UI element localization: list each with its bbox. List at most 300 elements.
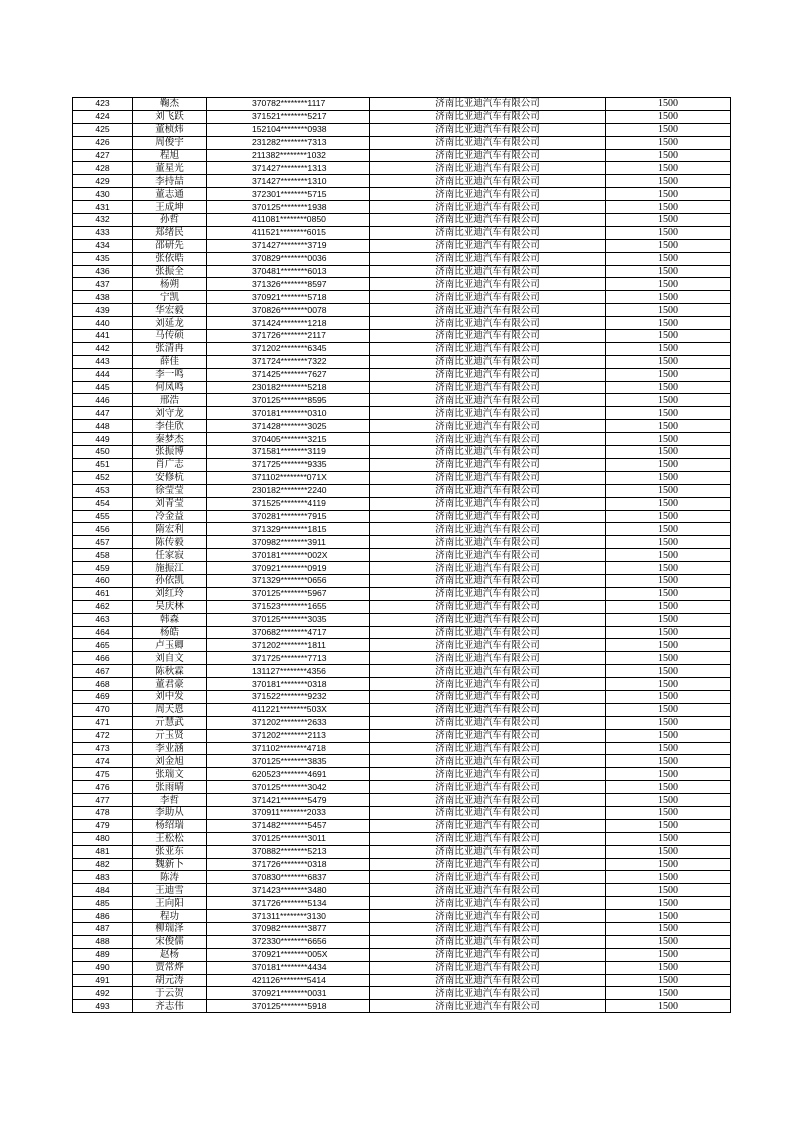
cell-index: 437 <box>73 278 133 291</box>
cell-name: 华宏毅 <box>133 304 207 317</box>
cell-amount: 1500 <box>606 98 731 111</box>
table-row <box>73 458 731 471</box>
subsidy-table <box>72 97 731 1013</box>
cell-id-number: 371202********2113 <box>207 729 370 742</box>
cell-amount: 1500 <box>606 562 731 575</box>
cell-name: 刘青莹 <box>133 497 207 510</box>
cell-amount: 1500 <box>606 136 731 149</box>
cell-name: 张瑞文 <box>133 768 207 781</box>
table-row <box>73 858 731 871</box>
cell-name: 宁凯 <box>133 291 207 304</box>
cell-name: 李佳欣 <box>133 420 207 433</box>
cell-name: 陈涛 <box>133 871 207 884</box>
cell-name: 卢玉卿 <box>133 639 207 652</box>
cell-company: 济南比亚迪汽车有限公司 <box>370 239 606 252</box>
table-row <box>73 961 731 974</box>
cell-name: 孙哲 <box>133 214 207 227</box>
cell-company: 济南比亚迪汽车有限公司 <box>370 123 606 136</box>
table-row <box>73 330 731 343</box>
cell-id-number: 411221********503X <box>207 703 370 716</box>
cell-index: 464 <box>73 626 133 639</box>
cell-name: 施振江 <box>133 562 207 575</box>
cell-amount: 1500 <box>606 961 731 974</box>
cell-index: 486 <box>73 910 133 923</box>
cell-index: 483 <box>73 871 133 884</box>
cell-id-number: 371427********1313 <box>207 162 370 175</box>
cell-index: 427 <box>73 149 133 162</box>
cell-name: 董星光 <box>133 162 207 175</box>
table-row <box>73 562 731 575</box>
cell-index: 445 <box>73 381 133 394</box>
cell-amount: 1500 <box>606 497 731 510</box>
cell-index: 426 <box>73 136 133 149</box>
table-row <box>73 484 731 497</box>
cell-name: 魏新卜 <box>133 858 207 871</box>
cell-name: 刘飞跃 <box>133 110 207 123</box>
table-body <box>73 98 731 1013</box>
cell-index: 493 <box>73 1000 133 1013</box>
cell-amount: 1500 <box>606 304 731 317</box>
cell-index: 466 <box>73 652 133 665</box>
cell-index: 471 <box>73 716 133 729</box>
table-row <box>73 935 731 948</box>
cell-name: 郑绪民 <box>133 226 207 239</box>
cell-index: 487 <box>73 923 133 936</box>
cell-index: 488 <box>73 935 133 948</box>
cell-amount: 1500 <box>606 123 731 136</box>
cell-index: 432 <box>73 214 133 227</box>
cell-name: 胡元涛 <box>133 974 207 987</box>
table-row <box>73 510 731 523</box>
cell-id-number: 370911********2033 <box>207 806 370 819</box>
cell-index: 460 <box>73 574 133 587</box>
cell-company: 济南比亚迪汽车有限公司 <box>370 974 606 987</box>
cell-index: 473 <box>73 742 133 755</box>
cell-index: 453 <box>73 484 133 497</box>
cell-id-number: 371425********7627 <box>207 368 370 381</box>
cell-company: 济南比亚迪汽车有限公司 <box>370 729 606 742</box>
cell-name: 亓玉贤 <box>133 729 207 742</box>
table-row <box>73 600 731 613</box>
table-row <box>73 716 731 729</box>
cell-amount: 1500 <box>606 626 731 639</box>
table-row <box>73 446 731 459</box>
table-row <box>73 497 731 510</box>
cell-name: 李哲 <box>133 794 207 807</box>
cell-index: 425 <box>73 123 133 136</box>
cell-name: 韩森 <box>133 613 207 626</box>
cell-index: 442 <box>73 342 133 355</box>
cell-id-number: 230182********2240 <box>207 484 370 497</box>
cell-company: 济南比亚迪汽车有限公司 <box>370 910 606 923</box>
cell-id-number: 371726********0318 <box>207 858 370 871</box>
cell-id-number: 370181********0310 <box>207 407 370 420</box>
cell-amount: 1500 <box>606 433 731 446</box>
cell-id-number: 371329********1815 <box>207 523 370 536</box>
cell-name: 刘延龙 <box>133 317 207 330</box>
table-row <box>73 652 731 665</box>
cell-index: 469 <box>73 690 133 703</box>
cell-amount: 1500 <box>606 910 731 923</box>
cell-index: 444 <box>73 368 133 381</box>
cell-company: 济南比亚迪汽车有限公司 <box>370 781 606 794</box>
cell-amount: 1500 <box>606 226 731 239</box>
cell-company: 济南比亚迪汽车有限公司 <box>370 407 606 420</box>
cell-id-number: 371726********5134 <box>207 897 370 910</box>
cell-company: 济南比亚迪汽车有限公司 <box>370 278 606 291</box>
cell-name: 张清冉 <box>133 342 207 355</box>
table-row <box>73 188 731 201</box>
cell-name: 张振全 <box>133 265 207 278</box>
cell-company: 济南比亚迪汽车有限公司 <box>370 484 606 497</box>
cell-amount: 1500 <box>606 678 731 691</box>
cell-name: 杨绍瑞 <box>133 819 207 832</box>
cell-index: 431 <box>73 201 133 214</box>
cell-id-number: 371726********2117 <box>207 330 370 343</box>
cell-name: 李一鸣 <box>133 368 207 381</box>
cell-amount: 1500 <box>606 110 731 123</box>
cell-name: 肖广志 <box>133 458 207 471</box>
cell-company: 济南比亚迪汽车有限公司 <box>370 832 606 845</box>
cell-amount: 1500 <box>606 446 731 459</box>
cell-id-number: 370481********6013 <box>207 265 370 278</box>
cell-id-number: 371421********5479 <box>207 794 370 807</box>
cell-name: 董桢炜 <box>133 123 207 136</box>
cell-amount: 1500 <box>606 188 731 201</box>
cell-index: 455 <box>73 510 133 523</box>
cell-name: 周俊宇 <box>133 136 207 149</box>
table-row <box>73 239 731 252</box>
cell-id-number: 370125********5918 <box>207 1000 370 1013</box>
cell-index: 454 <box>73 497 133 510</box>
table-row <box>73 884 731 897</box>
cell-id-number: 371523********1655 <box>207 600 370 613</box>
table-row <box>73 98 731 111</box>
cell-amount: 1500 <box>606 923 731 936</box>
table-row <box>73 355 731 368</box>
cell-amount: 1500 <box>606 858 731 871</box>
table-row <box>73 420 731 433</box>
cell-company: 济南比亚迪汽车有限公司 <box>370 252 606 265</box>
table-row <box>73 678 731 691</box>
cell-company: 济南比亚迪汽车有限公司 <box>370 188 606 201</box>
cell-company: 济南比亚迪汽车有限公司 <box>370 110 606 123</box>
cell-amount: 1500 <box>606 536 731 549</box>
cell-amount: 1500 <box>606 806 731 819</box>
cell-amount: 1500 <box>606 471 731 484</box>
cell-amount: 1500 <box>606 948 731 961</box>
cell-id-number: 370921********0031 <box>207 987 370 1000</box>
cell-amount: 1500 <box>606 832 731 845</box>
cell-amount: 1500 <box>606 574 731 587</box>
cell-id-number: 411521********6015 <box>207 226 370 239</box>
cell-company: 济南比亚迪汽车有限公司 <box>370 574 606 587</box>
cell-amount: 1500 <box>606 149 731 162</box>
cell-name: 亓慧武 <box>133 716 207 729</box>
cell-index: 478 <box>73 806 133 819</box>
cell-name: 赵杨 <box>133 948 207 961</box>
cell-amount: 1500 <box>606 652 731 665</box>
table-row <box>73 291 731 304</box>
cell-index: 449 <box>73 433 133 446</box>
table-row <box>73 987 731 1000</box>
cell-name: 齐志伟 <box>133 1000 207 1013</box>
cell-amount: 1500 <box>606 214 731 227</box>
cell-id-number: 370125********3035 <box>207 613 370 626</box>
cell-index: 465 <box>73 639 133 652</box>
cell-id-number: 371423********3480 <box>207 884 370 897</box>
cell-amount: 1500 <box>606 897 731 910</box>
table-row <box>73 265 731 278</box>
table-row <box>73 703 731 716</box>
cell-id-number: 371326********8597 <box>207 278 370 291</box>
cell-name: 王成坤 <box>133 201 207 214</box>
cell-company: 济南比亚迪汽车有限公司 <box>370 600 606 613</box>
cell-name: 刘守龙 <box>133 407 207 420</box>
cell-id-number: 370125********8595 <box>207 394 370 407</box>
table-row <box>73 201 731 214</box>
cell-id-number: 230182********5218 <box>207 381 370 394</box>
cell-name: 李持喆 <box>133 175 207 188</box>
cell-name: 任家寂 <box>133 549 207 562</box>
cell-index: 458 <box>73 549 133 562</box>
cell-company: 济南比亚迪汽车有限公司 <box>370 858 606 871</box>
table-row <box>73 639 731 652</box>
cell-company: 济南比亚迪汽车有限公司 <box>370 497 606 510</box>
table-row <box>73 214 731 227</box>
cell-company: 济南比亚迪汽车有限公司 <box>370 639 606 652</box>
cell-id-number: 371522********9232 <box>207 690 370 703</box>
cell-id-number: 371424********1218 <box>207 317 370 330</box>
cell-id-number: 370181********002X <box>207 549 370 562</box>
table-row <box>73 407 731 420</box>
table-row <box>73 549 731 562</box>
table-row <box>73 755 731 768</box>
cell-id-number: 370125********5967 <box>207 587 370 600</box>
cell-name: 马传硕 <box>133 330 207 343</box>
cell-company: 济南比亚迪汽车有限公司 <box>370 549 606 562</box>
cell-index: 440 <box>73 317 133 330</box>
cell-id-number: 370125********3042 <box>207 781 370 794</box>
table-row <box>73 819 731 832</box>
cell-id-number: 371202********1811 <box>207 639 370 652</box>
cell-name: 徐莹莹 <box>133 484 207 497</box>
cell-name: 秦梦杰 <box>133 433 207 446</box>
cell-index: 433 <box>73 226 133 239</box>
cell-amount: 1500 <box>606 394 731 407</box>
cell-index: 456 <box>73 523 133 536</box>
cell-amount: 1500 <box>606 974 731 987</box>
cell-name: 李助从 <box>133 806 207 819</box>
cell-name: 刘自文 <box>133 652 207 665</box>
cell-id-number: 231282********7313 <box>207 136 370 149</box>
cell-id-number: 370125********1938 <box>207 201 370 214</box>
cell-company: 济南比亚迪汽车有限公司 <box>370 330 606 343</box>
table-row <box>73 123 731 136</box>
cell-amount: 1500 <box>606 665 731 678</box>
cell-id-number: 371581********3119 <box>207 446 370 459</box>
cell-company: 济南比亚迪汽车有限公司 <box>370 458 606 471</box>
cell-index: 441 <box>73 330 133 343</box>
table-row <box>73 523 731 536</box>
cell-id-number: 371724********7322 <box>207 355 370 368</box>
cell-amount: 1500 <box>606 768 731 781</box>
cell-amount: 1500 <box>606 845 731 858</box>
cell-index: 450 <box>73 446 133 459</box>
cell-index: 484 <box>73 884 133 897</box>
cell-name: 吴庆林 <box>133 600 207 613</box>
cell-name: 安修杭 <box>133 471 207 484</box>
cell-index: 438 <box>73 291 133 304</box>
cell-id-number: 370882********5213 <box>207 845 370 858</box>
cell-name: 贾常烨 <box>133 961 207 974</box>
cell-company: 济南比亚迪汽车有限公司 <box>370 381 606 394</box>
table-row <box>73 433 731 446</box>
cell-name: 周天恩 <box>133 703 207 716</box>
cell-company: 济南比亚迪汽车有限公司 <box>370 471 606 484</box>
cell-index: 475 <box>73 768 133 781</box>
cell-index: 451 <box>73 458 133 471</box>
cell-amount: 1500 <box>606 729 731 742</box>
cell-index: 480 <box>73 832 133 845</box>
cell-index: 491 <box>73 974 133 987</box>
table-row <box>73 974 731 987</box>
cell-amount: 1500 <box>606 987 731 1000</box>
cell-amount: 1500 <box>606 690 731 703</box>
cell-index: 424 <box>73 110 133 123</box>
cell-company: 济南比亚迪汽车有限公司 <box>370 304 606 317</box>
cell-amount: 1500 <box>606 510 731 523</box>
cell-amount: 1500 <box>606 175 731 188</box>
cell-id-number: 371725********9335 <box>207 458 370 471</box>
table-row <box>73 806 731 819</box>
table-row <box>73 317 731 330</box>
table-row <box>73 162 731 175</box>
cell-company: 济南比亚迪汽车有限公司 <box>370 587 606 600</box>
cell-company: 济南比亚迪汽车有限公司 <box>370 884 606 897</box>
cell-name: 孙依凯 <box>133 574 207 587</box>
cell-index: 467 <box>73 665 133 678</box>
cell-company: 济南比亚迪汽车有限公司 <box>370 665 606 678</box>
cell-name: 于云贺 <box>133 987 207 1000</box>
cell-name: 杨皓 <box>133 626 207 639</box>
table-row <box>73 149 731 162</box>
cell-name: 何凤鸣 <box>133 381 207 394</box>
cell-id-number: 370181********0318 <box>207 678 370 691</box>
cell-company: 济南比亚迪汽车有限公司 <box>370 136 606 149</box>
table-row <box>73 768 731 781</box>
table-row <box>73 626 731 639</box>
cell-name: 陈传毅 <box>133 536 207 549</box>
table-row <box>73 781 731 794</box>
cell-id-number: 371202********6345 <box>207 342 370 355</box>
table-row <box>73 587 731 600</box>
table-row <box>73 342 731 355</box>
cell-id-number: 370125********3011 <box>207 832 370 845</box>
cell-company: 济南比亚迪汽车有限公司 <box>370 806 606 819</box>
cell-amount: 1500 <box>606 1000 731 1013</box>
cell-amount: 1500 <box>606 291 731 304</box>
cell-company: 济南比亚迪汽车有限公司 <box>370 768 606 781</box>
cell-company: 济南比亚迪汽车有限公司 <box>370 201 606 214</box>
cell-index: 459 <box>73 562 133 575</box>
cell-index: 462 <box>73 600 133 613</box>
cell-name: 柳瑞泽 <box>133 923 207 936</box>
table-row <box>73 252 731 265</box>
cell-name: 薛佳 <box>133 355 207 368</box>
cell-index: 470 <box>73 703 133 716</box>
cell-id-number: 371521********5217 <box>207 110 370 123</box>
table-row <box>73 910 731 923</box>
cell-company: 济南比亚迪汽车有限公司 <box>370 420 606 433</box>
table-row <box>73 923 731 936</box>
cell-company: 济南比亚迪汽车有限公司 <box>370 678 606 691</box>
cell-amount: 1500 <box>606 742 731 755</box>
cell-index: 434 <box>73 239 133 252</box>
cell-amount: 1500 <box>606 703 731 716</box>
cell-id-number: 370782********1117 <box>207 98 370 111</box>
cell-id-number: 371725********7713 <box>207 652 370 665</box>
cell-company: 济南比亚迪汽车有限公司 <box>370 523 606 536</box>
cell-id-number: 371202********2633 <box>207 716 370 729</box>
cell-index: 485 <box>73 897 133 910</box>
table-row <box>73 742 731 755</box>
cell-name: 邢浩 <box>133 394 207 407</box>
cell-id-number: 370830********6837 <box>207 871 370 884</box>
cell-company: 济南比亚迪汽车有限公司 <box>370 845 606 858</box>
cell-id-number: 152104********0938 <box>207 123 370 136</box>
cell-company: 济南比亚迪汽车有限公司 <box>370 961 606 974</box>
cell-index: 468 <box>73 678 133 691</box>
cell-name: 张亚东 <box>133 845 207 858</box>
cell-company: 济南比亚迪汽车有限公司 <box>370 1000 606 1013</box>
cell-index: 477 <box>73 794 133 807</box>
cell-company: 济南比亚迪汽车有限公司 <box>370 175 606 188</box>
cell-company: 济南比亚迪汽车有限公司 <box>370 755 606 768</box>
cell-name: 董志通 <box>133 188 207 201</box>
cell-company: 济南比亚迪汽车有限公司 <box>370 536 606 549</box>
cell-company: 济南比亚迪汽车有限公司 <box>370 291 606 304</box>
cell-index: 446 <box>73 394 133 407</box>
cell-amount: 1500 <box>606 613 731 626</box>
cell-id-number: 371329********0656 <box>207 574 370 587</box>
cell-amount: 1500 <box>606 278 731 291</box>
table-row <box>73 136 731 149</box>
cell-company: 济南比亚迪汽车有限公司 <box>370 819 606 832</box>
cell-id-number: 370921********005X <box>207 948 370 961</box>
cell-id-number: 211382********1032 <box>207 149 370 162</box>
cell-name: 刘中发 <box>133 690 207 703</box>
cell-company: 济南比亚迪汽车有限公司 <box>370 226 606 239</box>
cell-company: 济南比亚迪汽车有限公司 <box>370 368 606 381</box>
cell-amount: 1500 <box>606 330 731 343</box>
cell-amount: 1500 <box>606 420 731 433</box>
cell-company: 济南比亚迪汽车有限公司 <box>370 265 606 278</box>
cell-id-number: 370921********5718 <box>207 291 370 304</box>
cell-amount: 1500 <box>606 162 731 175</box>
cell-index: 492 <box>73 987 133 1000</box>
cell-name: 杨朔 <box>133 278 207 291</box>
cell-amount: 1500 <box>606 781 731 794</box>
table-row <box>73 665 731 678</box>
cell-name: 鞠杰 <box>133 98 207 111</box>
cell-amount: 1500 <box>606 355 731 368</box>
cell-company: 济南比亚迪汽车有限公司 <box>370 987 606 1000</box>
table-row <box>73 729 731 742</box>
cell-id-number: 131127********4356 <box>207 665 370 678</box>
cell-name: 李业涵 <box>133 742 207 755</box>
cell-company: 济南比亚迪汽车有限公司 <box>370 562 606 575</box>
